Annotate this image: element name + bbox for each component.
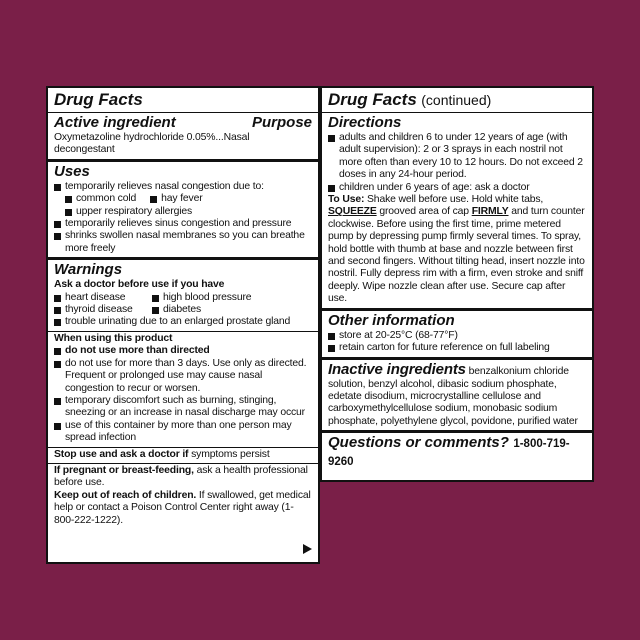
bullet-icon: [54, 221, 61, 228]
bullet-icon: [152, 295, 159, 302]
bullet-icon: [152, 307, 159, 314]
divider: [322, 430, 592, 433]
conditions-list: heart disease high blood pressure thyroid disease diabetes trouble urinating due to an enlarged prostate gland: [54, 292, 312, 329]
bullet-icon: [328, 345, 335, 352]
to-use-paragraph: To Use: Shake well before use. Hold white tabs, SQUEEZE grooved area of cap FIRMLY and turn counter clockwise. Before using the first time, prime metered pump by depressing pump firmly several times. To spray, hold bottle with thumb at base and nozzle between first and second fingers. Without tilting head, insert nozzle into nostril. Fully depress rim with a firm, even stroke and sniff deeply. Wipe nozzle clean after use. Secure cap after use.: [328, 194, 585, 305]
inactive-ingredients-heading: Inactive ingredients: [328, 360, 466, 378]
keep-out-of-reach: Keep out of reach of children. If swallowed, get medical help or contact a Poison Control Center right away (1-800-222-1222).: [54, 489, 311, 526]
divider: [48, 463, 318, 464]
ask-doctor-heading: Ask a doctor before use if you have: [54, 279, 225, 291]
divider: [48, 331, 318, 332]
purpose-heading: Purpose: [251, 114, 312, 131]
bullet-icon: [54, 398, 61, 405]
divider: [48, 112, 318, 113]
uses-heading: Uses: [54, 162, 90, 180]
directions-heading: Directions: [328, 114, 402, 131]
other-information-heading: Other information: [328, 311, 455, 329]
bullet-icon: [65, 209, 72, 216]
divider: [48, 159, 318, 162]
divider: [322, 308, 592, 311]
bullet-icon: [328, 333, 335, 340]
continue-arrow-icon: [303, 544, 312, 554]
phone-number: 1-800-719-9260: [328, 438, 570, 469]
continued-title: Drug Facts (continued): [328, 90, 492, 109]
bullet-icon: [150, 196, 157, 203]
divider: [322, 112, 592, 113]
active-ingredient-header: [54, 114, 312, 132]
drug-facts-panel-right: [320, 86, 594, 482]
bullet-icon: [54, 319, 61, 326]
when-using-heading: When using this product: [54, 332, 173, 344]
directions-list: adults and children 6 to under 12 years of age (with adult supervision): 2 or 3 sprays in each nostril not more often than every 10 to 12 hours. Do not exceed 2 doses in any 24-hour period. children under 6 years of age: ask a doctor To Use: Shake well before use. Hold white tabs, SQUEEZE grooved area of cap FIRMLY and turn counter clockwise. Before using the first time, prime metered pump by depressing pump firmly several times. To spray, hold bottle with thumb at base and nozzle between first and second fingers. Without tilting head, insert nozzle into nostril. Fully depress rim with a firm, even stroke and sniff deeply. Wipe nozzle clean after use. Secure cap after use.: [328, 132, 585, 305]
divider: [48, 257, 318, 260]
bullet-icon: [54, 307, 61, 314]
questions-heading: Questions or comments?: [328, 434, 509, 452]
questions-line: [328, 434, 586, 470]
drug-facts-panel-left: [46, 86, 320, 564]
bullet-icon: [54, 233, 61, 240]
divider: [322, 357, 592, 360]
bullet-icon: [328, 135, 335, 142]
inactive-ingredients: [328, 361, 586, 429]
bullet-icon: [54, 361, 61, 368]
stop-use-line: Stop use and ask a doctor if symptoms persist: [54, 448, 270, 460]
bullet-icon: [54, 423, 61, 430]
divider: [48, 447, 318, 448]
bullet-icon: [54, 348, 61, 355]
uses-list: temporarily relieves nasal congestion due to: common cold hay fever upper respiratory allergies temporarily relieves sinus congestion and pressure shrinks swollen nasal membranes so you can breathe more freely: [54, 181, 312, 255]
pregnancy-warning: If pregnant or breast-feeding, ask a health professional before use.: [54, 464, 308, 489]
when-using-list: do not use more than directed do not use for more than 3 days. Use only as directed. Frequent or prolonged use may cause nasal congestion to recur or worsen. temporary discomfort such as burning, stinging, sneezing or an increase in nasal discharge may occur use of this container by more than one person may spread infection: [54, 345, 312, 444]
drug-facts-title: Drug Facts: [54, 90, 143, 109]
active-ingredient-heading: Active ingredient: [54, 114, 176, 131]
bullet-icon: [54, 295, 61, 302]
bullet-icon: [54, 184, 61, 191]
other-information-list: store at 20-25°C (68-77°F) retain carton for future reference on full labeling: [328, 330, 586, 355]
active-ingredient-line: Oxymetazoline hydrochloride 0.05%...Nasal decongestant: [54, 132, 250, 156]
bullet-icon: [65, 196, 72, 203]
inactive-ingredients-text: benzalkonium chloride solution, benzyl alcohol, dibasic sodium phosphate, edetate disodium, microcrystalline cellulose and carboxymethylcellulose sodium, monobasic sodium phosphate, polyethylene glycol, povidone, purified water: [328, 365, 578, 427]
warnings-heading: Warnings: [54, 261, 123, 279]
bullet-icon: [328, 185, 335, 192]
